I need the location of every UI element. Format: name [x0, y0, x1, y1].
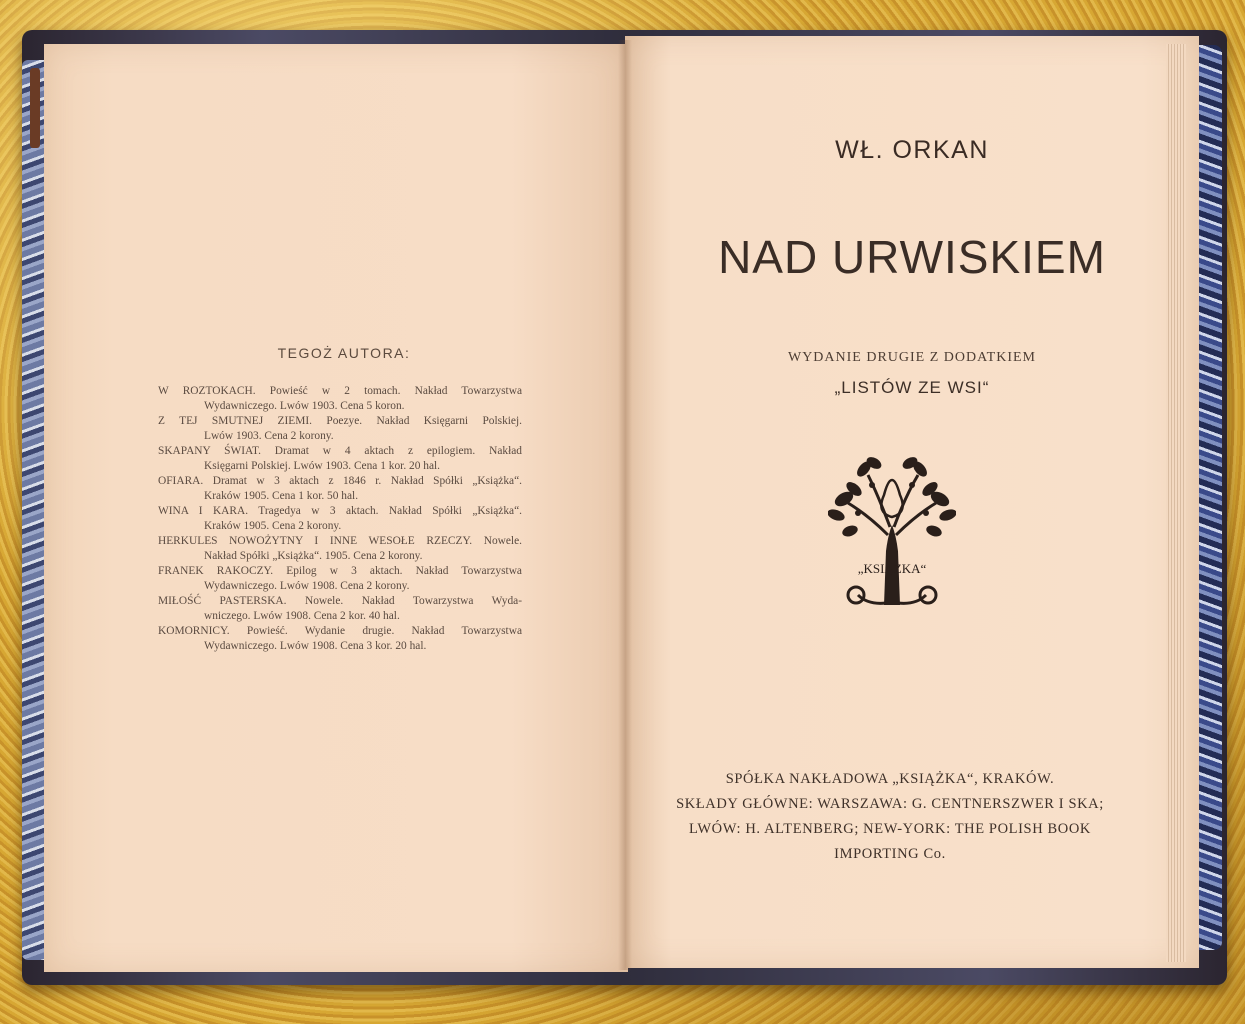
leather-corner — [30, 68, 40, 148]
works-entry: KOMORNICY. Powieść. Wydanie drugie. Nakład Towarzystwa Wydawniczego. Lwów 1908. Cena 3 kor. 20 hal. — [158, 625, 522, 652]
page-block-edge — [1166, 44, 1186, 962]
emblem-label: „KSIĄŻKA“ — [857, 561, 927, 576]
marbled-edge-left — [22, 60, 44, 960]
works-entry: OFIARA. Dramat w 3 aktach z 1846 r. Nakład Spółki „Książka“. Kraków 1905. Cena 1 kor. 50 hal. — [158, 475, 522, 502]
imprint-line: SPÓŁKA NAKŁADOWA „KSIĄŻKA“, KRAKÓW. — [725, 771, 1055, 787]
works-entry: SKAPANY ŚWIAT. Dramat w 4 aktach z epilogiem. Nakład Księgarni Polskiej. Lwów 1903. Cena 1 kor. 20 hal. — [158, 445, 522, 472]
author-name: WŁ. ORKAN — [835, 136, 989, 164]
book-title: NAD URWISKIEM — [718, 231, 1106, 283]
works-entry: MIŁOŚĆ PASTERSKA. Nowele. Nakład Towarzystwa Wyda- wniczego. Lwów 1908. Cena 2 kor. 40 hal. — [158, 595, 522, 622]
imprint-line: LWÓW: H. ALTENBERG; NEW-YORK: THE POLISH BOOK — [689, 821, 1091, 837]
imprint-line: SKŁADY GŁÓWNE: WARSZAWA: G. CENTNERSZWER I SKA; — [676, 796, 1104, 812]
imprint-line: IMPORTING Co. — [834, 846, 946, 862]
publisher-imprint — [650, 767, 1130, 867]
works-entry: W ROZTOKACH. Powieść w 2 tomach. Nakład Towarzystwa Wydawniczego. Lwów 1903. Cena 5 koron. — [158, 385, 522, 412]
supplement-title: „LISTÓW ZE WSI“ — [834, 378, 990, 397]
edition-note: WYDANIE DRUGIE Z DODATKIEM — [787, 350, 1037, 365]
works-heading: TEGOŻ AUTORA: — [277, 345, 411, 361]
book-gutter — [618, 40, 632, 970]
works-entry: FRANEK RAKOCZY. Epilog w 3 aktach. Nakład Towarzystwa Wydawniczego. Lwów 1908. Cena 2 korony. — [158, 565, 522, 592]
works-entry: Z TEJ SMUTNEJ ZIEMI. Poezye. Nakład Księgarni Polskiej. Lwów 1903. Cena 2 korony. — [158, 415, 522, 442]
works-entry: HERKULES NOWOŻYTNY I INNE WESOŁE RZECZY. Nowele. Nakład Spółki „Książka“. 1905. Cena 2 korony. — [158, 535, 522, 562]
oak-tree-publisher-mark-icon — [828, 455, 956, 611]
works-entry: WINA I KARA. Tragedya w 3 aktach. Nakład Spółki „Książka“. Kraków 1905. Cena 2 korony. — [158, 505, 522, 532]
works-list — [158, 384, 522, 654]
